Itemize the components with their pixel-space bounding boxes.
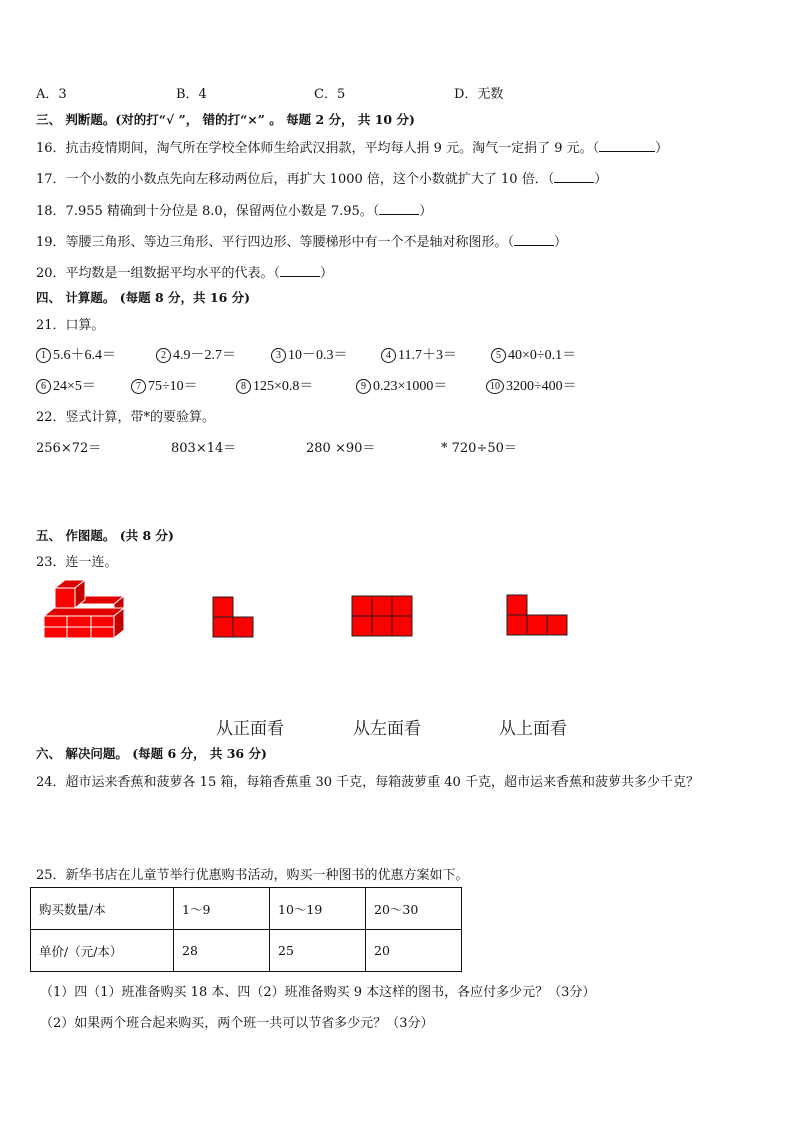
table-cell: 20～30 [366, 888, 462, 930]
q15-option-b: B．4 [176, 87, 207, 102]
oral-calc-6: 6 24×5＝ [36, 375, 96, 395]
cube-stack-figure [44, 580, 130, 646]
oral-calc-3: 3 10－0.3＝ [271, 344, 348, 364]
question-18: 18．7.955 精确到十分位是 8.0，保留两位小数是 7.95。（ ） [36, 204, 433, 219]
question-25: 25．新华书店在儿童节举行优惠购书活动，购买一种图书的优惠方案如下。 [36, 868, 469, 883]
oral-calc-9: 9 0.23×1000＝ [356, 375, 447, 395]
answer-blank-19[interactable] [514, 233, 554, 246]
section-4-title: 四、 计算题。 (每题 8 分，共 16 分) [36, 290, 251, 305]
oral-calc-2: 2 4.9－2.7＝ [156, 344, 236, 364]
question-25-part-1: （1）四（1）班准备购买 18 本、四（2）班准备购买 9 本这样的图书，各应付多少元？（3分） [40, 985, 596, 1000]
q15-option-c: C．5 [314, 87, 346, 102]
q15-option-d: D．无数 [454, 87, 504, 102]
discount-table [30, 887, 462, 972]
section-5-title: 五、 作图题。 (共 8 分) [36, 528, 174, 543]
oral-calc-7: 7 75÷10＝ [131, 375, 198, 395]
view-shape-l-small [212, 596, 256, 638]
view-label-front[interactable]: 从正面看 [216, 719, 284, 739]
oral-calc-1: 1 5.6＋6.4＝ [36, 344, 116, 364]
oral-calc-10: 10 3200÷400＝ [486, 375, 577, 395]
table-cell: 10～19 [270, 888, 366, 930]
table-cell: 20 [366, 930, 462, 972]
question-17: 17．一个小数的小数点先向左移动两位后，再扩大 1000 倍，这个小数就扩大了 10 倍．（ ） [36, 172, 608, 187]
answer-blank-17[interactable] [554, 170, 594, 183]
view-shape-l-wide [506, 594, 570, 636]
table-cell: 单价/（元/本） [31, 930, 174, 972]
question-21-label: 21．口算。 [36, 318, 105, 333]
view-shape-grid [351, 595, 413, 637]
table-row [31, 888, 462, 930]
question-25-part-2: （2）如果两个班合起来购买，两个班一共可以节省多少元？（3分） [40, 1016, 434, 1031]
section-6-title: 六、 解决问题。 (每题 6 分， 共 36 分) [36, 746, 267, 761]
question-23-label: 23．连一连。 [36, 555, 118, 570]
question-24: 24．超市运来香蕉和菠萝各 15 箱，每箱香蕉重 30 千克，每箱菠萝重 40 千克，超市运来香蕉和菠萝共多少千克？ [36, 775, 699, 790]
vertical-calc-2: 803×14＝ [171, 441, 237, 456]
q15-option-a: A．3 [36, 87, 67, 102]
oral-calc-4: 4 11.7＋3＝ [381, 344, 457, 364]
answer-blank-16[interactable] [599, 139, 655, 152]
section-3-title: 三、 判断题。(对的打“√ ”， 错的打“×” 。 每题 2 分， 共 10 分) [36, 112, 415, 127]
view-label-left[interactable]: 从左面看 [353, 719, 421, 739]
answer-blank-20[interactable] [280, 264, 320, 277]
oral-calc-8: 8 125×0.8＝ [236, 375, 313, 395]
question-22-label: 22．竖式计算，带*的要验算。 [36, 410, 216, 425]
question-16: 16．抗击疫情期间，淘气所在学校全体师生给武汉捐款，平均每人捐 9 元。淘气一定捐了 9 元。（ ） [36, 141, 669, 156]
vertical-calc-4: * 720÷50＝ [441, 441, 517, 456]
oral-calc-5: 5 40×0÷0.1＝ [491, 344, 576, 364]
vertical-calc-3: 280 ×90＝ [306, 441, 376, 456]
question-19: 19．等腰三角形、等边三角形、平行四边形、等腰梯形中有一个不是轴对称图形。（ ） [36, 235, 568, 250]
table-cell: 25 [270, 930, 366, 972]
view-label-top[interactable]: 从上面看 [499, 719, 567, 739]
table-row [31, 930, 462, 972]
table-cell: 28 [174, 930, 270, 972]
question-20: 20．平均数是一组数据平均水平的代表。（ ） [36, 266, 334, 281]
answer-blank-18[interactable] [379, 202, 419, 215]
table-cell: 1～9 [174, 888, 270, 930]
table-cell: 购买数量/本 [31, 888, 174, 930]
vertical-calc-1: 256×72＝ [36, 441, 102, 456]
